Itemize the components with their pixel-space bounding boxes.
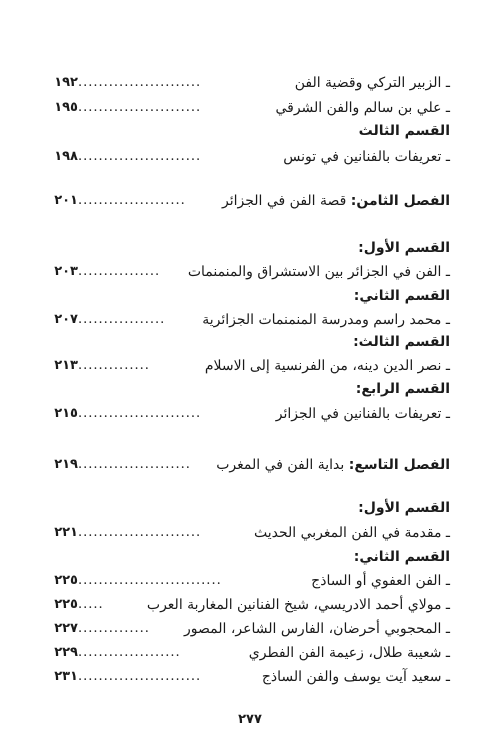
toc-entry [40, 642, 450, 664]
toc-entry [40, 146, 450, 168]
dot-leader: ................ [78, 264, 161, 279]
dot-leader: ..... [78, 597, 104, 612]
toc-page-number: ١٩٢ [54, 75, 78, 90]
section-heading: القسم الثاني: [353, 288, 450, 304]
dot-leader: ........................ [78, 75, 202, 90]
toc-entry-title: ـ نصر الدين دينه، من الفرنسية إلى الاسلام [204, 358, 450, 374]
toc-entry-title: ـ تعريفات بالفنانين في الجزائر [275, 406, 450, 422]
dot-leader: ................. [78, 312, 166, 327]
toc-page-number: ٢٢٥ [54, 597, 78, 612]
dot-leader: ...................... [78, 457, 191, 472]
toc-page-number: ٢٠١ [54, 193, 78, 208]
chapter-entry [40, 454, 450, 476]
toc-page-number: ٢١٩ [54, 457, 78, 472]
toc-entry [40, 72, 450, 94]
toc-entry [40, 594, 450, 616]
dot-leader: ........................ [78, 100, 202, 115]
toc-entry [40, 261, 450, 283]
toc-entry-title: ـ الفن العفوي أو الساذج [311, 573, 450, 589]
chapter-title: الفصل الثامن: قصة الفن في الجزائر [221, 193, 450, 209]
toc-entry [40, 522, 450, 544]
toc-page-number: ٢٢١ [54, 525, 78, 540]
dot-leader: .............. [78, 621, 150, 636]
toc-entry-title: ـ مولاي أحمد الادريسي، شيخ الفنانين المغاربة العرب [146, 597, 450, 613]
toc-entry-title: ـ شعيبة طلال، زعيمة الفن الفطري [248, 645, 450, 661]
toc-entry-title: ـ محمد راسم ومدرسة المنمنمات الجزائرية [202, 312, 450, 328]
dot-leader: .............. [78, 358, 150, 373]
section-heading: القسم الأول: [358, 240, 450, 256]
toc-entry [40, 355, 450, 377]
page-number-footer: ٢٧٧ [238, 712, 262, 727]
section-heading: القسم الثالث: [353, 334, 450, 350]
toc-entry [40, 618, 450, 640]
section-heading: القسم الرابع: [355, 381, 450, 397]
toc-page-number: ٢٢٥ [54, 573, 78, 588]
toc-entry [40, 666, 450, 688]
toc-page-number: ٢١٥ [54, 406, 78, 421]
chapter-title: الفصل التاسع: بداية الفن في المغرب [216, 457, 450, 473]
toc-entry-title: ـ سعيد آيت يوسف والفن الساذج [261, 669, 450, 685]
dot-leader: ........................ [78, 525, 202, 540]
toc-page-number: ١٩٨ [54, 149, 78, 164]
toc-page-number: ٢١٣ [54, 358, 78, 373]
section-heading: القسم الأول: [358, 500, 450, 516]
toc-page-number: ٢٠٣ [54, 264, 78, 279]
chapter-label: الفصل الثامن [356, 193, 450, 209]
chapter-entry [40, 190, 450, 212]
toc-entry [40, 97, 450, 119]
section-heading: القسم الثاني: [353, 549, 450, 565]
toc-entry-title: ـ الزبير التركي وقضية الفن [294, 75, 450, 91]
toc-entry-title: ـ المحجوبي أحرضان، الفارس الشاعر، المصور [184, 621, 450, 637]
toc-entry-title: ـ علي بن سالم والفن الشرقي [275, 100, 450, 116]
toc-entry-title: ـ تعريفات بالفنانين في تونس [283, 149, 450, 165]
toc-entry [40, 403, 450, 425]
toc-page-number: ٢٢٩ [54, 645, 78, 660]
toc-entry-title: ـ الفن في الجزائر بين الاستشراق والمنمنمات [187, 264, 450, 280]
dot-leader: ........................ [78, 149, 202, 164]
toc-entry [40, 570, 450, 592]
toc-entry-title: ـ مقدمة في الفن المغربي الحديث [253, 525, 450, 541]
toc-entry [40, 309, 450, 331]
dot-leader: ........................ [78, 406, 202, 421]
section-heading: القسم الثالث [358, 123, 450, 139]
dot-leader: ..................... [78, 193, 186, 208]
toc-page-number: ٢٠٧ [54, 312, 78, 327]
dot-leader: ........................ [78, 669, 202, 684]
dot-leader: .................... [78, 645, 181, 660]
toc-page-number: ١٩٥ [54, 100, 78, 115]
chapter-label: الفصل التاسع [354, 457, 450, 473]
toc-page-number: ٢٣١ [54, 669, 78, 684]
toc-page-number: ٢٢٧ [54, 621, 78, 636]
dot-leader: ............................ [78, 573, 222, 588]
